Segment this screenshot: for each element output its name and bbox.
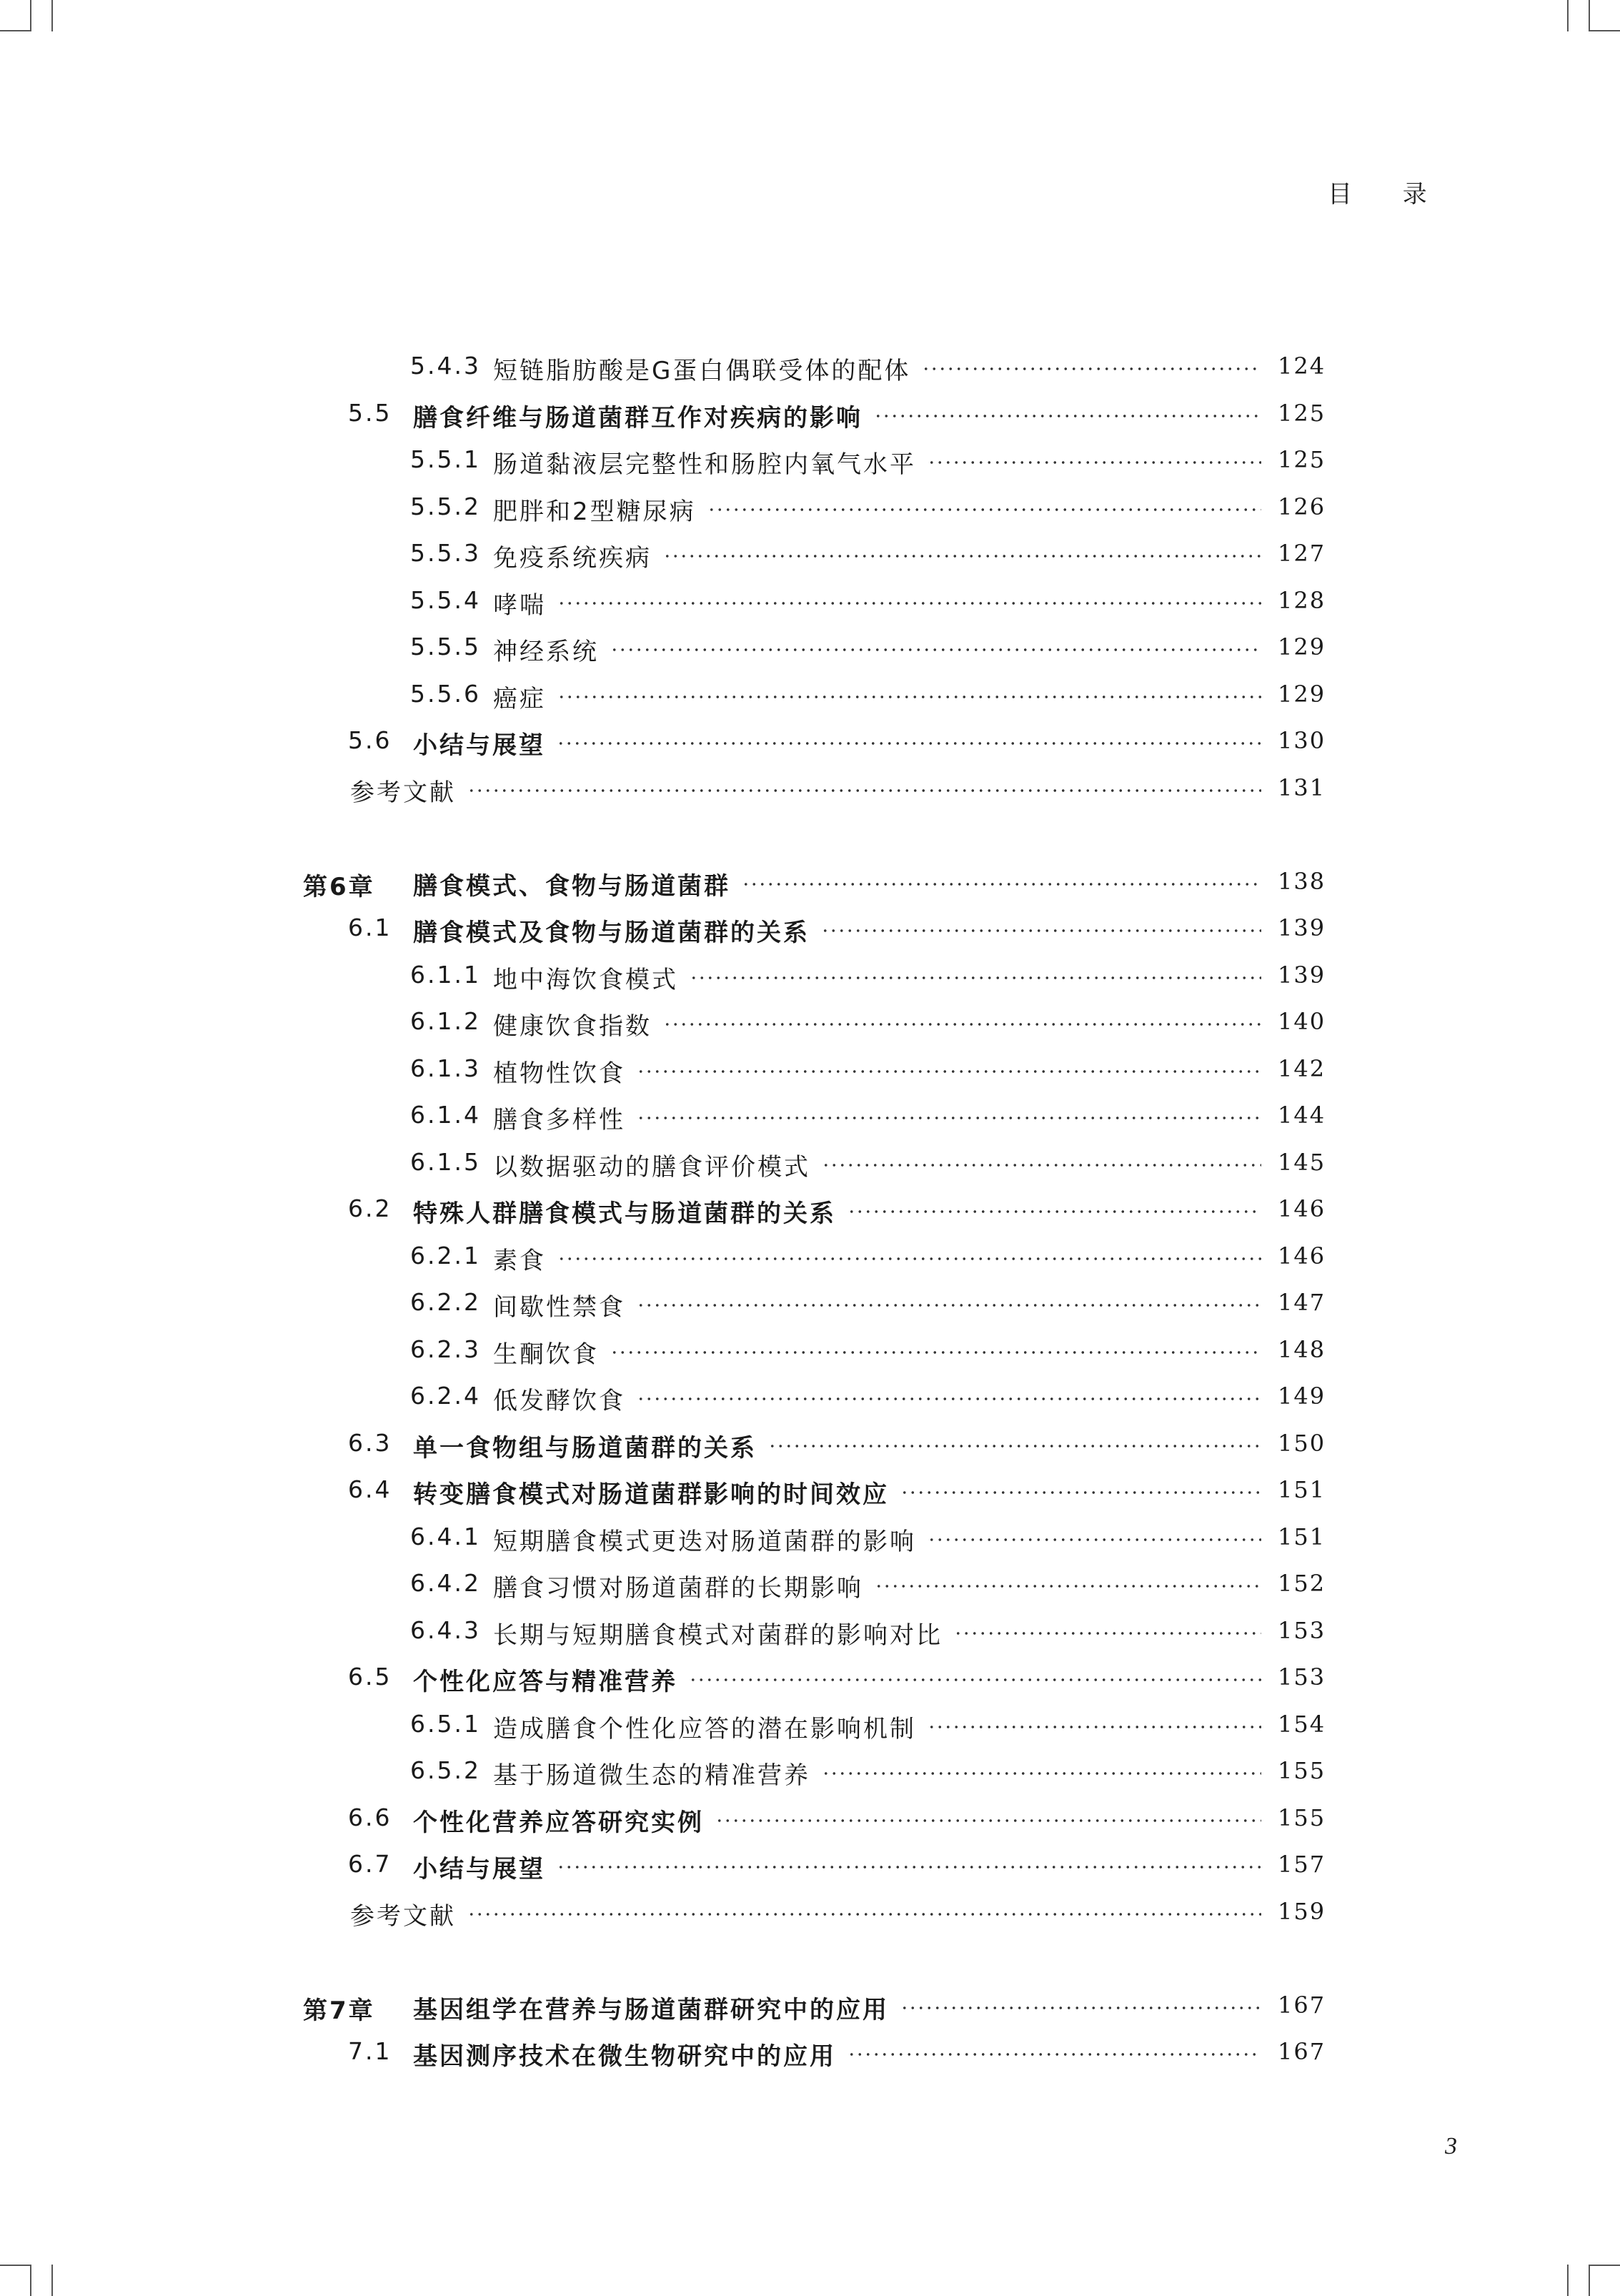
toc-entry-page: 152	[1278, 1570, 1326, 1597]
toc-entry-page: 124	[1278, 352, 1326, 380]
crop-mark	[0, 2265, 31, 2266]
toc-entry[interactable]	[0, 857, 1620, 904]
toc-entry-title: 个性化应答与精准营养	[413, 1668, 677, 1696]
dot-leader	[557, 742, 1261, 745]
toc-entry[interactable]	[0, 483, 1620, 530]
toc-entry-page: 129	[1278, 680, 1326, 708]
toc-entry[interactable]	[0, 1653, 1620, 1700]
toc-entry-page: 167	[1278, 2038, 1326, 2065]
toc-entry-title: 长期与短期膳食模式对菌群的影响对比	[493, 1620, 943, 1650]
toc-entry[interactable]	[0, 1138, 1620, 1185]
toc-entry-title: 免疫系统疾病	[493, 544, 652, 573]
toc-entry-title: 基因组学在营养与肠道菌群研究中的应用	[413, 1995, 889, 2024]
toc-entry-number: 5.5.6	[410, 679, 481, 708]
crop-mark	[30, 2265, 31, 2296]
dot-leader	[557, 1866, 1261, 1869]
toc-entry-number: 6.1.5	[410, 1147, 481, 1176]
toc-entry-page: 153	[1278, 1616, 1326, 1644]
toc-entry-number: 6.1.2	[410, 1007, 481, 1035]
toc-entry[interactable]	[0, 716, 1620, 763]
dot-leader	[707, 508, 1261, 511]
toc-entry[interactable]	[0, 951, 1620, 998]
dot-leader	[922, 367, 1261, 370]
toc-entry[interactable]	[0, 1372, 1620, 1419]
toc-entry-number: 6.5	[348, 1663, 392, 1691]
crop-mark	[51, 2265, 53, 2296]
toc-entry[interactable]	[0, 389, 1620, 436]
dot-leader	[637, 1070, 1261, 1073]
toc-entry-page: 146	[1278, 1242, 1326, 1270]
toc-entry-number: 5.5	[348, 398, 392, 427]
toc-entry-title: 神经系统	[493, 638, 599, 666]
crop-mark	[51, 0, 53, 31]
toc-entry-title: 参考文献	[350, 778, 456, 807]
toc-entry-number: 6.2.1	[410, 1241, 481, 1270]
toc-entry-number: 6.1.1	[410, 960, 481, 989]
crop-mark	[30, 0, 31, 31]
toc-entry[interactable]	[0, 1091, 1620, 1138]
dot-leader	[557, 696, 1261, 698]
toc-entry[interactable]	[0, 1325, 1620, 1372]
dot-leader	[928, 461, 1261, 464]
toc-entry-title: 以数据驱动的膳食评价模式	[493, 1152, 810, 1182]
toc-entry-page: 153	[1278, 1663, 1326, 1691]
toc-entry-number: 6.4.2	[410, 1569, 481, 1597]
toc-entry-title: 哮喘	[493, 590, 546, 620]
toc-entry-title: 植物性饮食	[493, 1059, 625, 1088]
toc-entry[interactable]	[0, 1559, 1620, 1606]
toc-entry-number: 5.5.4	[410, 585, 481, 614]
toc-entry-title: 癌症	[493, 684, 546, 713]
toc-entry[interactable]	[0, 576, 1620, 623]
toc-entry-title: 基于肠道微生态的精准营养	[493, 1761, 810, 1790]
toc-entry-title: 短期膳食模式更迭对肠道菌群的影响	[493, 1527, 916, 1556]
toc-entry[interactable]	[0, 623, 1620, 670]
toc-entry-title: 肠道黏液层完整性和肠腔内氧气水平	[493, 450, 916, 479]
toc-entry[interactable]	[0, 1513, 1620, 1560]
toc-entry-page: 155	[1278, 1757, 1326, 1784]
toc-entry-page: 146	[1278, 1195, 1326, 1222]
toc-entry-title: 转变膳食模式对肠道菌群影响的时间效应	[413, 1480, 889, 1509]
toc-entry[interactable]	[0, 2027, 1620, 2074]
toc-entry-number: 6.4.1	[410, 1522, 481, 1550]
toc-entry-number: 6.1	[348, 914, 392, 941]
toc-entry-title: 膳食模式及食物与肠道菌群的关系	[413, 919, 810, 947]
toc-entry-number: 6.5.1	[410, 1709, 481, 1738]
toc-entry-page: 140	[1278, 1008, 1326, 1035]
toc-entry-title: 健康饮食指数	[493, 1012, 652, 1041]
toc-entry-page: 167	[1278, 1991, 1326, 2019]
toc-entry-number: 6.7	[348, 1850, 392, 1878]
toc-entry-page: 138	[1278, 867, 1326, 895]
toc-entry[interactable]	[0, 904, 1620, 951]
toc-entry[interactable]	[0, 435, 1620, 483]
toc-entry-title: 参考文献	[350, 1901, 456, 1931]
toc-entry-page: 151	[1278, 1476, 1326, 1503]
toc-entry-page: 129	[1278, 633, 1326, 660]
toc-entry-number: 5.5.5	[410, 633, 481, 660]
dot-leader	[715, 1819, 1261, 1822]
crop-mark	[1567, 2265, 1569, 2296]
toc-entry-page: 155	[1278, 1803, 1326, 1831]
toc-entry[interactable]	[0, 1044, 1620, 1092]
toc-entry[interactable]	[0, 1793, 1620, 1841]
dot-leader	[954, 1632, 1261, 1635]
dot-leader	[900, 1491, 1261, 1494]
toc-entry-number: 6.5.2	[410, 1756, 481, 1784]
toc-entry-number: 6.2	[348, 1194, 392, 1222]
dot-leader	[742, 883, 1261, 886]
toc-entry-page: 148	[1278, 1335, 1326, 1363]
toc-entry-title: 生酮饮食	[493, 1340, 599, 1369]
page-number: 3	[1445, 2133, 1457, 2159]
dot-leader	[848, 1210, 1261, 1213]
toc-entry[interactable]	[0, 1278, 1620, 1325]
toc-entry[interactable]	[0, 529, 1620, 576]
dot-leader	[467, 789, 1261, 792]
crop-mark	[1589, 2265, 1590, 2296]
toc-entry-page: 151	[1278, 1523, 1326, 1550]
toc-entry[interactable]	[0, 1419, 1620, 1466]
toc-entry-page: 159	[1278, 1897, 1326, 1925]
toc-entry-page: 144	[1278, 1102, 1326, 1129]
toc-entry-page: 139	[1278, 914, 1326, 941]
dot-leader	[637, 1304, 1261, 1307]
toc-entry[interactable]	[0, 1887, 1620, 1934]
dot-leader	[637, 1117, 1261, 1119]
toc-entry-number: 5.6	[348, 726, 392, 754]
toc-entry-title: 膳食模式、食物与肠道菌群	[413, 871, 730, 901]
toc-entry-title: 膳食多样性	[493, 1106, 625, 1134]
toc-entry-number: 7.1	[348, 2037, 392, 2065]
dot-leader	[900, 2006, 1261, 2009]
toc-entry-title: 小结与展望	[413, 731, 545, 760]
toc-entry[interactable]	[0, 997, 1620, 1044]
toc-entry-page: 125	[1278, 446, 1326, 473]
toc-entry-number: 6.2.2	[410, 1288, 481, 1316]
dot-leader	[689, 1678, 1261, 1681]
toc-entry-page: 125	[1278, 399, 1326, 427]
toc-entry-number: 第6章	[303, 872, 375, 901]
toc-entry[interactable]	[0, 670, 1620, 717]
toc-entry-number: 6.1.3	[410, 1054, 481, 1082]
toc-entry-page: 145	[1278, 1148, 1326, 1176]
toc-entry-number: 5.5.1	[410, 445, 481, 473]
dot-leader	[637, 1397, 1261, 1400]
dot-leader	[928, 1726, 1261, 1728]
toc-entry-title: 间歇性禁食	[493, 1293, 625, 1322]
dot-leader	[610, 648, 1261, 651]
dot-leader	[768, 1445, 1261, 1448]
toc-entry[interactable]	[0, 342, 1620, 389]
dot-leader	[875, 1585, 1261, 1588]
toc-entry-number: 6.4.3	[410, 1615, 481, 1644]
toc-entry-page: 154	[1278, 1710, 1326, 1738]
toc-entry-title: 单一食物组与肠道菌群的关系	[413, 1433, 757, 1463]
running-header: 目 录	[1328, 180, 1448, 209]
toc-entry-title: 低发酵饮食	[493, 1387, 625, 1415]
toc-entry-page: 126	[1278, 493, 1326, 520]
dot-leader	[557, 602, 1261, 605]
toc-entry[interactable]	[0, 1465, 1620, 1513]
toc-entry-number: 6.2.3	[410, 1335, 481, 1363]
toc-entry[interactable]	[0, 1746, 1620, 1793]
dot-leader	[663, 555, 1261, 558]
toc-entry-number: 6.4	[348, 1475, 392, 1503]
dot-leader	[821, 929, 1261, 932]
dot-leader	[822, 1164, 1261, 1167]
toc-entry[interactable]	[0, 1606, 1620, 1653]
toc-entry-page: 157	[1278, 1851, 1326, 1878]
crop-mark	[1589, 0, 1590, 31]
toc-entry-title: 基因测序技术在微生物研究中的应用	[413, 2042, 836, 2071]
dot-leader	[928, 1538, 1261, 1541]
toc-entry-number: 6.6	[348, 1803, 392, 1831]
dot-leader	[557, 1257, 1261, 1260]
toc-entry-title: 造成膳食个性化应答的潜在影响机制	[493, 1714, 916, 1743]
toc-entry-page: 150	[1278, 1429, 1326, 1457]
crop-mark	[0, 30, 31, 31]
toc-entry-title: 膳食纤维与肠道菌群互作对疾病的影响	[413, 403, 863, 432]
dot-leader	[610, 1351, 1261, 1354]
toc-entry[interactable]	[0, 1981, 1620, 2028]
toc-entry-number: 5.5.3	[410, 539, 481, 567]
toc-entry-title: 肥胖和2型糖尿病	[493, 497, 696, 526]
crop-mark	[1567, 0, 1569, 31]
toc-entry-number: 5.5.2	[410, 492, 481, 520]
toc-entry-number: 5.4.3	[410, 352, 481, 380]
toc-entry-title: 素食	[493, 1246, 546, 1275]
toc-entry-number: 6.2.4	[410, 1382, 481, 1410]
toc-entry[interactable]	[0, 1184, 1620, 1232]
dot-leader	[690, 976, 1261, 979]
dot-leader	[848, 2053, 1261, 2056]
toc-entry-page: 142	[1278, 1054, 1326, 1082]
toc-entry-title: 小结与展望	[413, 1855, 545, 1884]
dot-leader	[822, 1772, 1261, 1775]
toc-entry-number: 6.1.4	[410, 1101, 481, 1129]
toc-entry-title: 短链脂肪酸是G蛋白偶联受体的配体	[493, 357, 911, 385]
toc-entry[interactable]	[0, 1700, 1620, 1747]
toc-entry[interactable]	[0, 763, 1620, 811]
toc-entry-number: 第7章	[303, 1996, 375, 2025]
toc-entry[interactable]	[0, 1232, 1620, 1279]
toc-entry-page: 147	[1278, 1289, 1326, 1316]
dot-leader	[874, 415, 1261, 417]
toc-entry-number: 6.3	[348, 1428, 392, 1457]
toc-entry-title: 个性化营养应答研究实例	[413, 1808, 704, 1837]
toc-entry-title: 地中海饮食模式	[493, 965, 678, 994]
toc-entry-title: 特殊人群膳食模式与肠道菌群的关系	[413, 1199, 836, 1228]
crop-mark	[1589, 30, 1620, 31]
dot-leader	[467, 1913, 1261, 1916]
toc-entry-page: 128	[1278, 586, 1326, 614]
toc-entry-title: 膳食习惯对肠道菌群的长期影响	[493, 1574, 863, 1603]
dot-leader	[663, 1023, 1261, 1026]
toc-entry-page: 130	[1278, 727, 1326, 754]
toc-entry-page: 149	[1278, 1382, 1326, 1410]
toc-entry-page: 127	[1278, 540, 1326, 567]
toc-entry[interactable]	[0, 1840, 1620, 1887]
crop-mark	[1589, 2265, 1620, 2266]
toc-entry-page: 139	[1278, 961, 1326, 989]
toc-entry-page: 131	[1278, 773, 1326, 801]
